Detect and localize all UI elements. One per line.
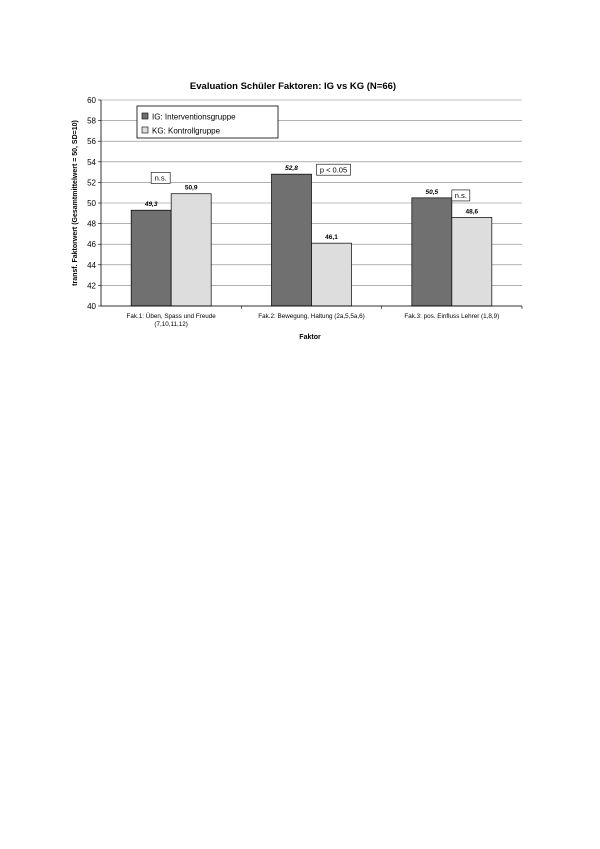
data-label: 49,3 [144,201,158,209]
y-tick-label: 46 [87,240,96,250]
category-label: (7,10,11,12) [154,321,188,328]
chart-title: Evaluation Schüler Faktoren: IG vs KG (N=66) [189,81,397,92]
y-tick-label: 52 [87,178,96,188]
y-tick-labels [87,96,96,311]
annotation-text: n.s. [154,173,167,183]
x-axis-title: Faktor [299,334,321,341]
legend [137,106,278,138]
y-tick-label: 54 [87,157,96,167]
y-tick-label: 48 [87,219,96,229]
bar-kg-2 [312,243,352,306]
y-tick-label: 50 [87,199,96,208]
data-label: 50,9 [184,184,198,192]
y-tick-label: 40 [87,302,96,311]
annotation-text: n.s. [454,191,467,201]
data-label: 46,1 [325,234,338,242]
legend-label-kg: KG: Kontrollgruppe [152,126,221,136]
bar-ig-2 [272,174,312,306]
category-label: Fak.3: pos. Einfluss Lehrer (1,8,9) [404,313,500,320]
bar-ig-1 [131,210,171,306]
y-tick-label: 44 [87,260,96,270]
legend-label-ig: IG: Interventionsgruppe [152,112,236,122]
data-label: 52,8 [285,165,298,173]
bar-kg-3 [452,217,492,306]
y-tick-label: 56 [87,137,96,147]
bar-kg-1 [171,194,211,306]
data-label: 48,6 [465,208,479,216]
category-label: Fak.2: Bewegung, Haltung (2a,5,5a,6) [258,313,365,320]
category-labels [127,312,500,328]
category-label: Fak.1: Üben, Spass und Freude [126,313,216,320]
legend-swatch-ig [142,113,148,119]
y-tick-label: 58 [87,116,96,126]
data-label: 50,5 [425,188,439,196]
legend-swatch-kg [142,127,148,133]
y-tick-label: 60 [87,96,96,105]
y-axis-title: transf. Faktorwert (Gesamtmittelwert = 50, SD=10) [72,120,79,286]
bar-ig-3 [412,198,452,306]
y-tick-label: 42 [87,281,96,291]
annotation-text: p < 0.05 [319,165,348,175]
